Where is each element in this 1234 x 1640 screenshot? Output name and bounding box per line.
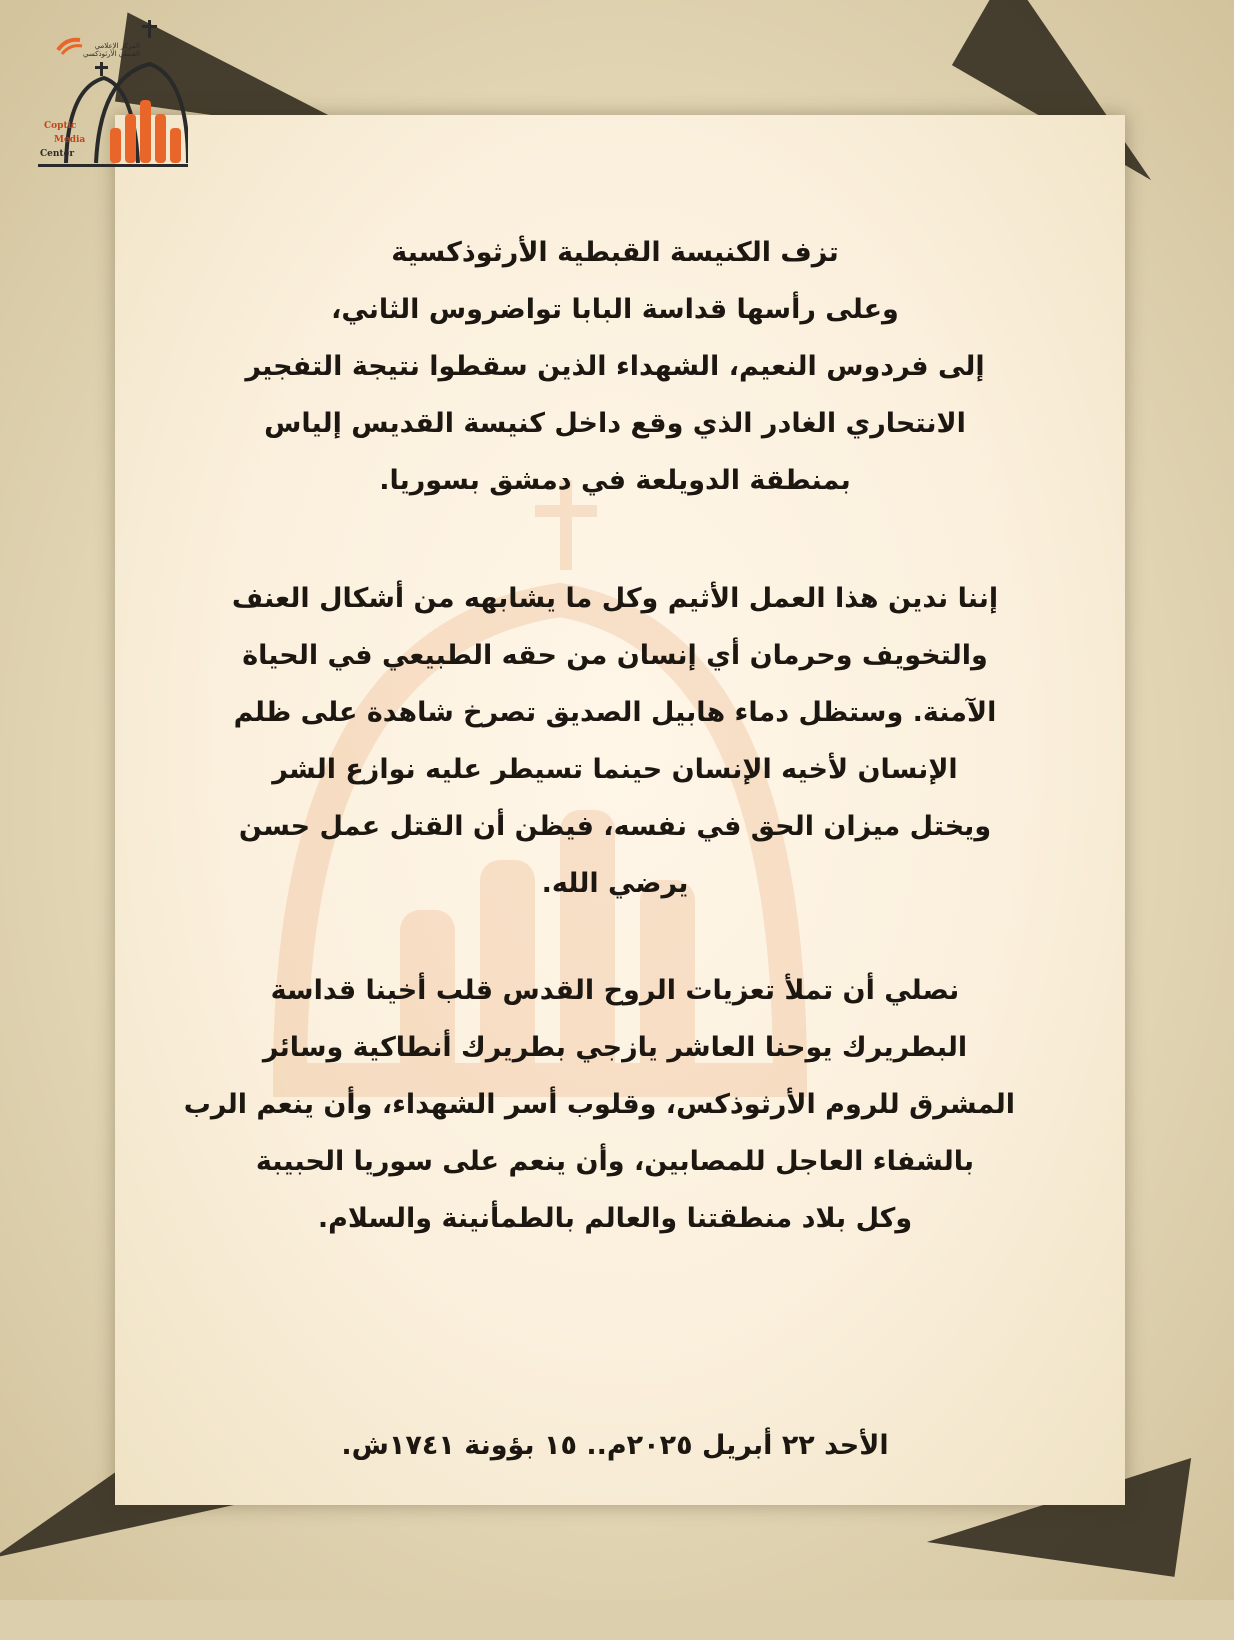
paragraph-prayer — [183, 962, 1015, 1247]
paragraph-line: تزف الكنيسة القبطية الأرثوذكسية — [391, 237, 839, 268]
paragraph-line: وكل بلاد منطقتنا والعالم بالطمأنينة والسلام. — [317, 1203, 913, 1234]
paragraph-line: الآمنة. وستظل دماء هابيل الصديق تصرخ شاهدة على ظلم — [233, 697, 997, 728]
paragraph-line: إلى فردوس النعيم، الشهداء الذين سقطوا نتيجة التفجير — [245, 351, 985, 382]
paragraph-line: بمنطقة الدويلعة في دمشق بسوريا. — [379, 465, 851, 496]
logo-arabic-line-1: المركز الإعلامي — [94, 42, 140, 50]
date-line: الأحد ٢٢ أبريل ٢٠٢٥م.. ١٥ بؤونة ١٧٤١ش. — [341, 1430, 889, 1461]
paragraph-line: الإنسان لأخيه الإنسان حينما تسيطر عليه نوازع الشر — [272, 754, 958, 785]
paragraph-line: المشرق للروم الأرثوذكس، وقلوب أسر الشهداء، وأن ينعم الرب — [183, 1089, 1015, 1120]
logo-arabic-line-2: القبطي الأرثوذكسي — [83, 50, 140, 58]
logo-english-line-3: Center — [40, 149, 75, 159]
paragraph-line: نصلي أن تملأ تعزيات الروح القدس قلب أخينا قداسة — [270, 975, 960, 1006]
logo-english-line-2: Media — [54, 135, 86, 145]
paragraph-line: إننا ندين هذا العمل الأثيم وكل ما يشابهه من أشكال العنف — [231, 583, 999, 614]
paragraph-line: الانتحاري الغادر الذي وقع داخل كنيسة القديس إلياس — [264, 408, 966, 439]
paragraph-line: بالشفاء العاجل للمصابين، وأن ينعم على سوريا الحبيبة — [255, 1146, 975, 1177]
logo-english-line-1: Coptic — [44, 121, 77, 131]
paragraph-line: ويختل ميزان الحق في نفسه، فيظن أن القتل عمل حسن — [238, 811, 992, 842]
paragraph-line: البطريرك يوحنا العاشر يازجي بطريرك أنطاكية وسائر — [262, 1032, 968, 1063]
paragraph-line: والتخويف وحرمان أي إنسان من حقه الطبيعي في الحياة — [242, 640, 988, 671]
paragraph-condemnation — [215, 570, 1015, 912]
paragraph-line: وعلى رأسها قداسة البابا تواضروس الثاني، — [331, 294, 899, 325]
paragraph-line: يرضي الله. — [541, 868, 689, 899]
coptic-media-center-logo — [38, 18, 188, 173]
paragraph-announcement — [215, 224, 1015, 509]
